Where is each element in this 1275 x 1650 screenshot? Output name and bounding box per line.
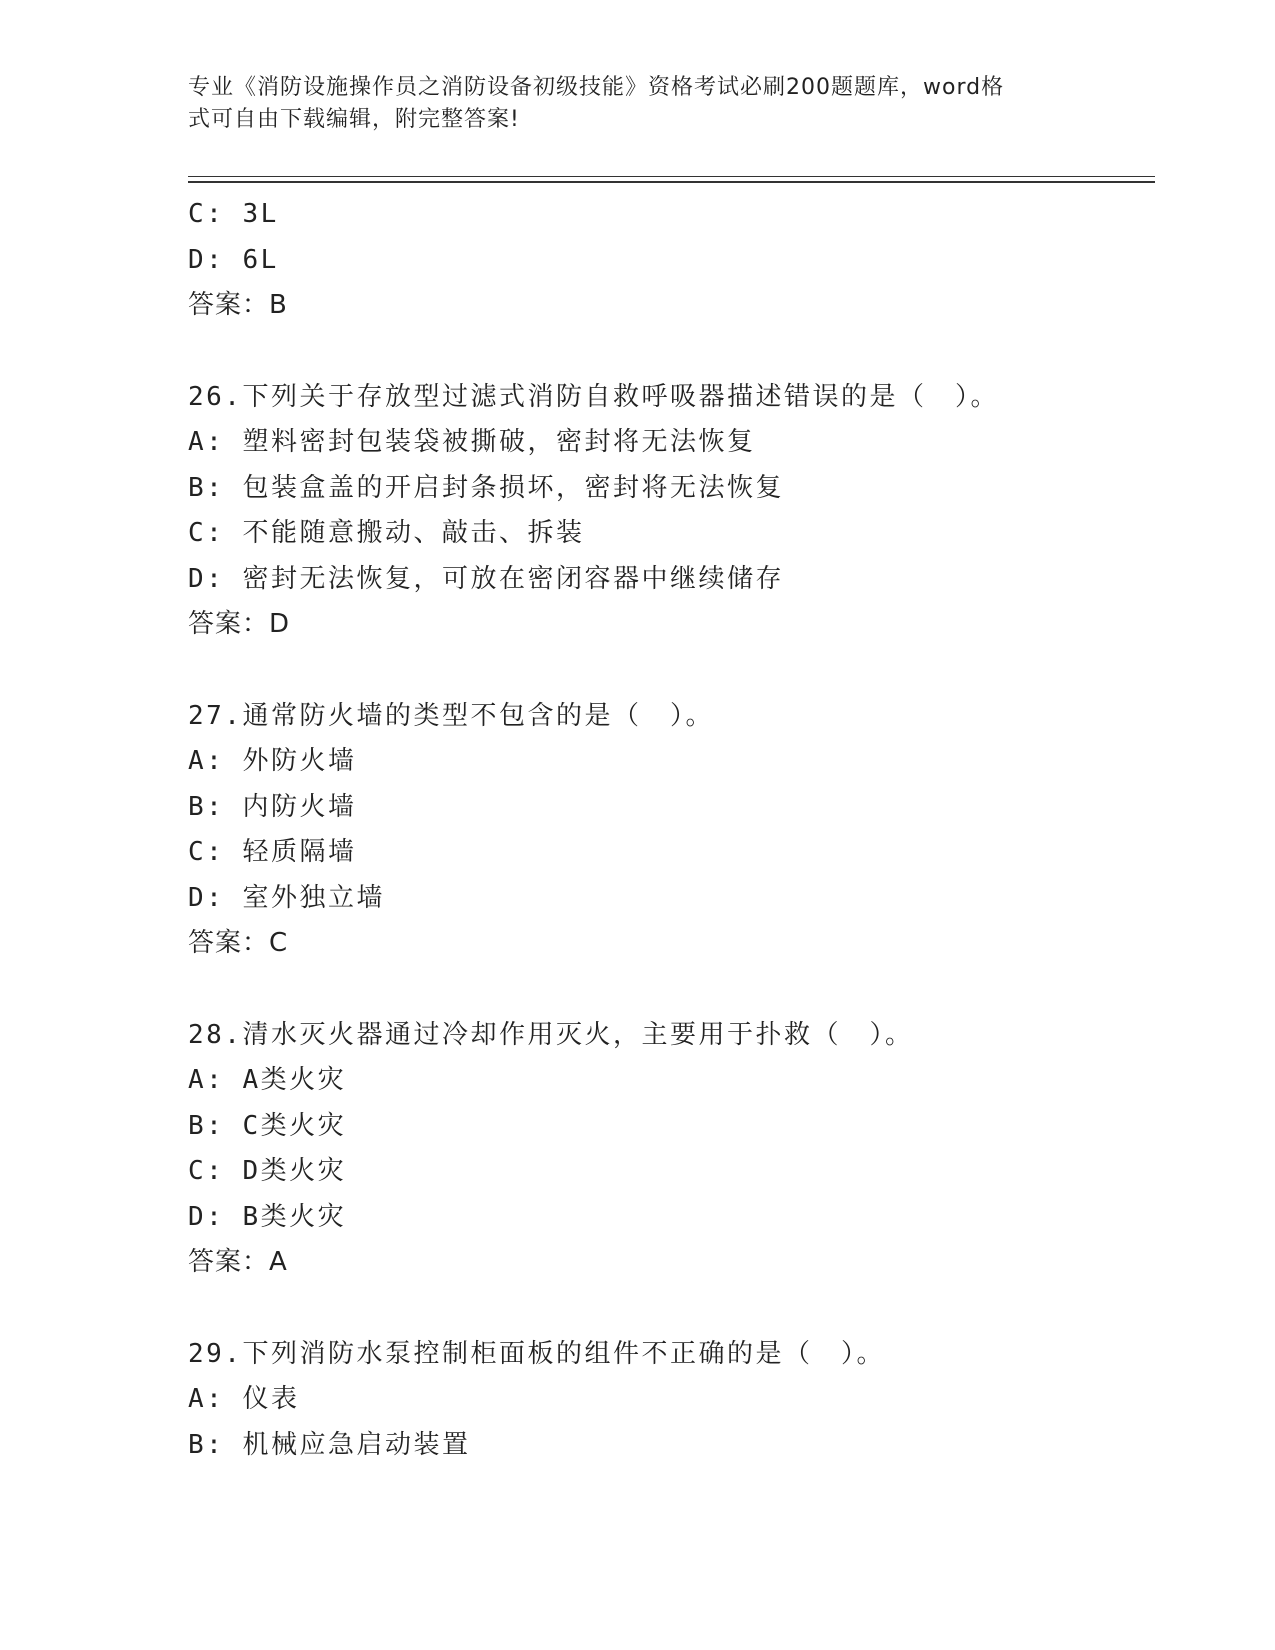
question-list (188, 192, 1148, 1468)
header-rule-thick (188, 181, 1155, 183)
option-b: B: C类火灾 (188, 1110, 347, 1141)
option-b: B: 包装盒盖的开启封条损坏，密封将无法恢复 (188, 472, 784, 503)
option-d: D: 6L (188, 244, 279, 275)
option-d: D: 密封无法恢复，可放在密闭容器中继续储存 (188, 563, 784, 594)
header-title-line-1: 专业《消防设施操作员之消防设备初级技能》资格考试必刷200题题库，word格 (188, 75, 1005, 100)
question-block-25-continued (188, 192, 1148, 329)
option-a: A: 仪表 (188, 1384, 300, 1414)
spacer (188, 1286, 1148, 1332)
question-block-28 (188, 1013, 1148, 1286)
question-block-27 (188, 694, 1148, 967)
option-c: C: 轻质隔墙 (188, 837, 357, 867)
spacer (188, 648, 1148, 694)
spacer (188, 329, 1148, 375)
question-text: 28.清水灭火器通过冷却作用灭火，主要用于扑救（ ）。 (188, 1019, 914, 1050)
spacer (188, 967, 1148, 1013)
answer-line: 答案：B (188, 290, 288, 320)
option-d: D: B类火灾 (188, 1201, 347, 1232)
answer-line: 答案：D (188, 609, 291, 639)
document-header (188, 72, 1068, 136)
option-c: C: D类火灾 (188, 1156, 347, 1186)
option-b: B: 机械应急启动装置 (188, 1429, 471, 1460)
answer-line: 答案：A (188, 1247, 288, 1277)
option-c: C: 不能随意搬动、敲击、拆装 (188, 518, 585, 548)
option-a: A: A类火灾 (188, 1065, 347, 1095)
question-block-29 (188, 1332, 1148, 1469)
header-rule-thin (188, 176, 1155, 177)
question-text: 29.下列消防水泵控制柜面板的组件不正确的是（ ）。 (188, 1338, 885, 1369)
option-a: A: 外防火墙 (188, 746, 357, 776)
option-d: D: 室外独立墙 (188, 882, 385, 913)
option-a: A: 塑料密封包装袋被撕破，密封将无法恢复 (188, 427, 756, 457)
answer-line: 答案：C (188, 928, 289, 958)
header-title-line-2: 式可自由下载编辑，附完整答案! (188, 107, 520, 132)
question-text: 26.下列关于存放型过滤式消防自救呼吸器描述错误的是（ ）。 (188, 381, 999, 412)
option-c: C: 3L (188, 199, 279, 229)
question-text: 27.通常防火墙的类型不包含的是（ ）。 (188, 700, 714, 731)
option-b: B: 内防火墙 (188, 791, 357, 822)
question-block-26 (188, 375, 1148, 648)
